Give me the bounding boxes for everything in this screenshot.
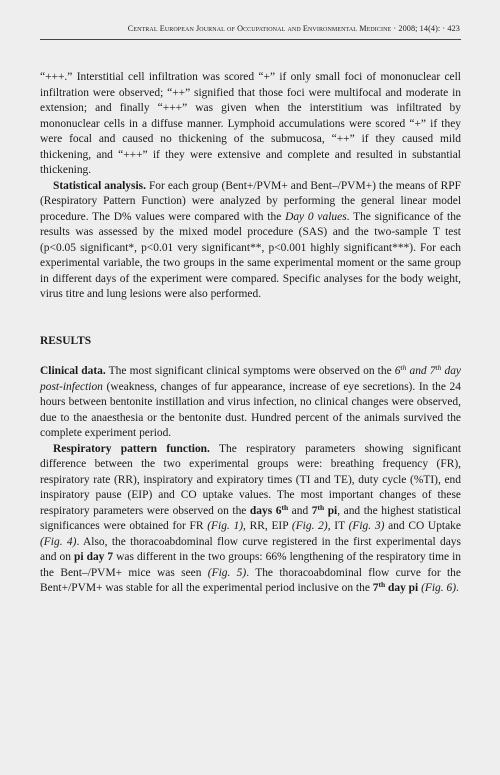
fig2-ref: (Fig. 2) — [291, 520, 328, 532]
stat-day0: Day 0 values — [285, 210, 347, 223]
clin-em1: 6 — [394, 365, 401, 377]
clin-text-a: The most significant clinical symptoms were observed on the — [105, 365, 395, 377]
fig6-ref: (Fig. 6) — [421, 582, 457, 594]
resp-text-h: . The thoracoabdominal flow curve for the Bent+/PVM+ was stable for all the experimental period inclusive on the — [40, 566, 461, 594]
resp-7: 7 — [372, 582, 379, 594]
scoring-paragraph: “+++.” Interstitial cell infiltration was scored “+” if only small foci of mononuclear cell infiltration were observed; “++” signified that those foci were multifocal and moderate in extension; and finally “+++” was given when the interstitium was infiltrated by mononuclear cells in a diffuse manner. Lymphoid accumulations were scored “+” if they were focal and caused no thickening of the submucosa, “++” if they caused mild thickening, and “+++” if they were extensive and complete and resulted in substantial thickening. — [40, 71, 461, 176]
results-heading: RESULTS — [40, 334, 92, 347]
resp-text-e: and CO Uptake — [384, 520, 461, 532]
respiratory-pattern-paragraph — [40, 442, 461, 597]
clin-sup2-text: th — [435, 363, 442, 372]
resp-and: and — [288, 504, 312, 517]
resp-seven: 7 — [311, 504, 318, 517]
resp-text-f: . Also, the thoracoabdominal flow curve registered in the first experimental days and on — [40, 535, 461, 563]
clinical-data-title: Clinical data. — [40, 365, 106, 377]
section-gap — [40, 303, 461, 334]
heading-gap — [40, 349, 461, 364]
header-rule — [40, 39, 461, 40]
running-header: Central European Journal of Occupational and Environmental Medicine · 2008; 14(4): · 423 — [127, 24, 460, 33]
fig3-ref: (Fig. 3) — [348, 520, 385, 532]
fig4-ref: (Fig. 4) — [40, 535, 77, 548]
resp-text-a: The respiratory parameters showing significant difference between the two experimental groups were: breathing frequency (FR), respiratory rate (RR), inspiratory and expiratory times (TI and TE), duty cycle (%TI), end inspiratory pause (EIP) and CO uptake values. The most important changes of these respiratory parameters were observed on the — [40, 442, 461, 517]
statistical-analysis-paragraph — [40, 179, 461, 303]
clin-em2: and 7 — [406, 365, 436, 377]
resp-text-b: , and the highest statistical significances were obtained for FR — [40, 504, 462, 532]
resp-text-g: was different in the two groups: 66% lengthening of the respiratory time in the Bent–/PVM+ mice was seen — [40, 551, 461, 579]
resp-text-d: , IT — [327, 520, 349, 532]
respiratory-pattern-title: Respiratory pattern function. — [53, 442, 210, 455]
clin-sup1-text: th — [400, 363, 407, 372]
fig1-ref: (Fig. 1) — [207, 520, 244, 532]
resp-text-c: , RR, EIP — [243, 520, 292, 532]
stat-text-b: . The significance of the results was assessed by the mixed model procedure (SAS) and the two-sample T test (p<0.05 significant*, p<0.01 very significant**, p<0.001 highly significant***). For each experimental variable, the two groups in the same experimental moment or the same group in different days of the experiment were compared. Specific analyses for the body weight, virus titre and lung lesions were also performed. — [40, 210, 461, 300]
article-body — [40, 70, 461, 597]
resp-days: days 6 — [249, 504, 282, 517]
resp-pi: pi — [324, 504, 338, 517]
stat-text-a: For each group (Bent+/PVM+ and Bent–/PVM+) the means of RPF (Respiratory Pattern Function) were analyzed by performing the general linear model procedure. The D% values were compared with the — [40, 179, 461, 223]
resp-sup3: th — [378, 580, 386, 589]
statistical-analysis-title: Statistical analysis. — [53, 179, 146, 192]
clin-em3: day post-infection — [40, 365, 462, 393]
clinical-data-paragraph — [40, 364, 461, 442]
clin-text-b: (weakness, changes of fur appearance, increase of eye secretions). In the 24 hours between bentonite instillation and virus infection, no clinical changes were observed, due to the anaesthesia or the bentonite dust. Hundred percent of the animals survived the complete experiment period. — [40, 380, 461, 439]
resp-piday7: pi day 7 — [74, 551, 114, 563]
resp-sup1: th — [281, 502, 289, 512]
resp-sup2: th — [317, 502, 325, 512]
fig5-ref: (Fig. 5) — [207, 566, 247, 579]
resp-day-pi: day pi — [385, 582, 419, 594]
resp-end: . — [456, 582, 459, 594]
